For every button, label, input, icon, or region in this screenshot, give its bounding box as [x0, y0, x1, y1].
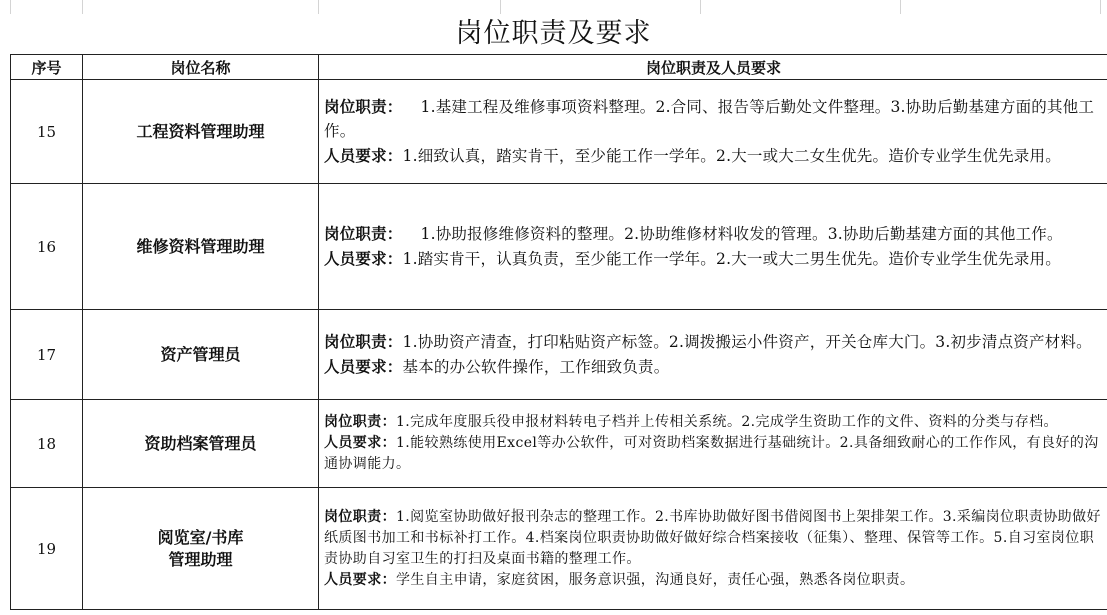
- duty-label: 岗位职责：: [324, 508, 396, 525]
- req-label: 人员要求：: [324, 571, 396, 588]
- duty-label: 岗位职责：: [324, 414, 396, 430]
- row-seq: 19: [11, 488, 83, 610]
- table-row: [11, 400, 1107, 488]
- duty-text: 1.协助报修维修资料的整理。2.协助维修材料收发的管理。3.协助后勤基建方面的其他工作。: [420, 225, 1063, 243]
- duty-text: 1.完成年度服兵役申报材料转电子档并上传相关系统。2.完成学生资助工作的文件、资料的分类与存档。: [396, 414, 1058, 430]
- row-job-name-line2: 管理助理: [168, 549, 233, 569]
- row-seq: 16: [11, 184, 83, 310]
- req-text: 1.细致认真，踏实肯干，至少能工作一学年。2.大一或大二女生优先。造价专业学生优先录用。: [402, 146, 1061, 165]
- duty-label: 岗位职责：: [324, 97, 403, 116]
- row-job-name: 资助档案管理员: [83, 400, 319, 488]
- duty-text: 1.协助资产清查，打印粘贴资产标签。2.调拨搬运小件资产，开关仓库大门。3.初步清点资产材料。: [402, 333, 1092, 351]
- duty-text: 1.基建工程及维修事项资料整理。2.合同、报告等后勤处文件整理。3.协助后勤基建方面的其他工作。: [324, 97, 1095, 141]
- req-label: 人员要求：: [324, 435, 396, 451]
- req-label: 人员要求：: [324, 357, 403, 376]
- row-seq: 17: [11, 310, 83, 400]
- row-job-name: 工程资料管理助理: [83, 80, 319, 184]
- row-seq: 18: [11, 400, 83, 488]
- row-job-name: [83, 488, 319, 610]
- row-job-name: 资产管理员: [83, 310, 319, 400]
- row-job-name: 维修资料管理助理: [83, 184, 319, 310]
- job-table: [10, 54, 1107, 610]
- table-row: [11, 310, 1107, 400]
- page-title: 岗位职责及要求: [455, 18, 652, 49]
- req-text: 基本的办公软件操作，工作细致负责。: [402, 357, 670, 376]
- row-description: [319, 488, 1107, 610]
- req-label: 人员要求：: [324, 146, 403, 165]
- table-row: [11, 488, 1107, 610]
- req-text: 学生自主申请，家庭贫困，服务意识强，沟通良好，责任心强，熟悉各岗位职责。: [396, 571, 915, 588]
- duty-text: 1.阅览室协助做好报刊杂志的整理工作。2.书库协助做好图书借阅图书上架排架工作。3.采编岗位职责协助做好纸质图书加工和书标补打工作。4.档案岗位职责协助做好做好综合档案接收（征集）、整理、保管等工作。5.自习室岗位职责协助自习室卫生的打扫及桌面书籍的整理工作。: [324, 508, 1101, 567]
- header-seq: 序号: [11, 55, 83, 80]
- table-row: [11, 184, 1107, 310]
- req-text: 1.踏实肯干，认真负责，至少能工作一学年。2.大一或大二男生优先。造价专业学生优先录用。: [402, 249, 1061, 268]
- row-description: [319, 184, 1107, 310]
- row-job-name-line1: 阅览室/书库: [157, 527, 244, 547]
- table-row: [11, 80, 1107, 184]
- duty-label: 岗位职责：: [324, 225, 403, 243]
- req-label: 人员要求：: [324, 249, 403, 268]
- duty-label: 岗位职责：: [324, 333, 403, 351]
- row-description: [319, 310, 1107, 400]
- header-name: 岗位名称: [83, 55, 319, 80]
- table-header-row: [11, 55, 1107, 80]
- spreadsheet-grid-top: [0, 0, 1107, 14]
- req-text: 1.能较熟练使用Excel等办公软件，可对资助档案数据进行基础统计。2.具备细致耐心的工作作风，有良好的沟通协调能力。: [324, 435, 1099, 472]
- header-duties: 岗位职责及人员要求: [319, 55, 1107, 80]
- row-seq: 15: [11, 80, 83, 184]
- row-description: [319, 80, 1107, 184]
- row-description: [319, 400, 1107, 488]
